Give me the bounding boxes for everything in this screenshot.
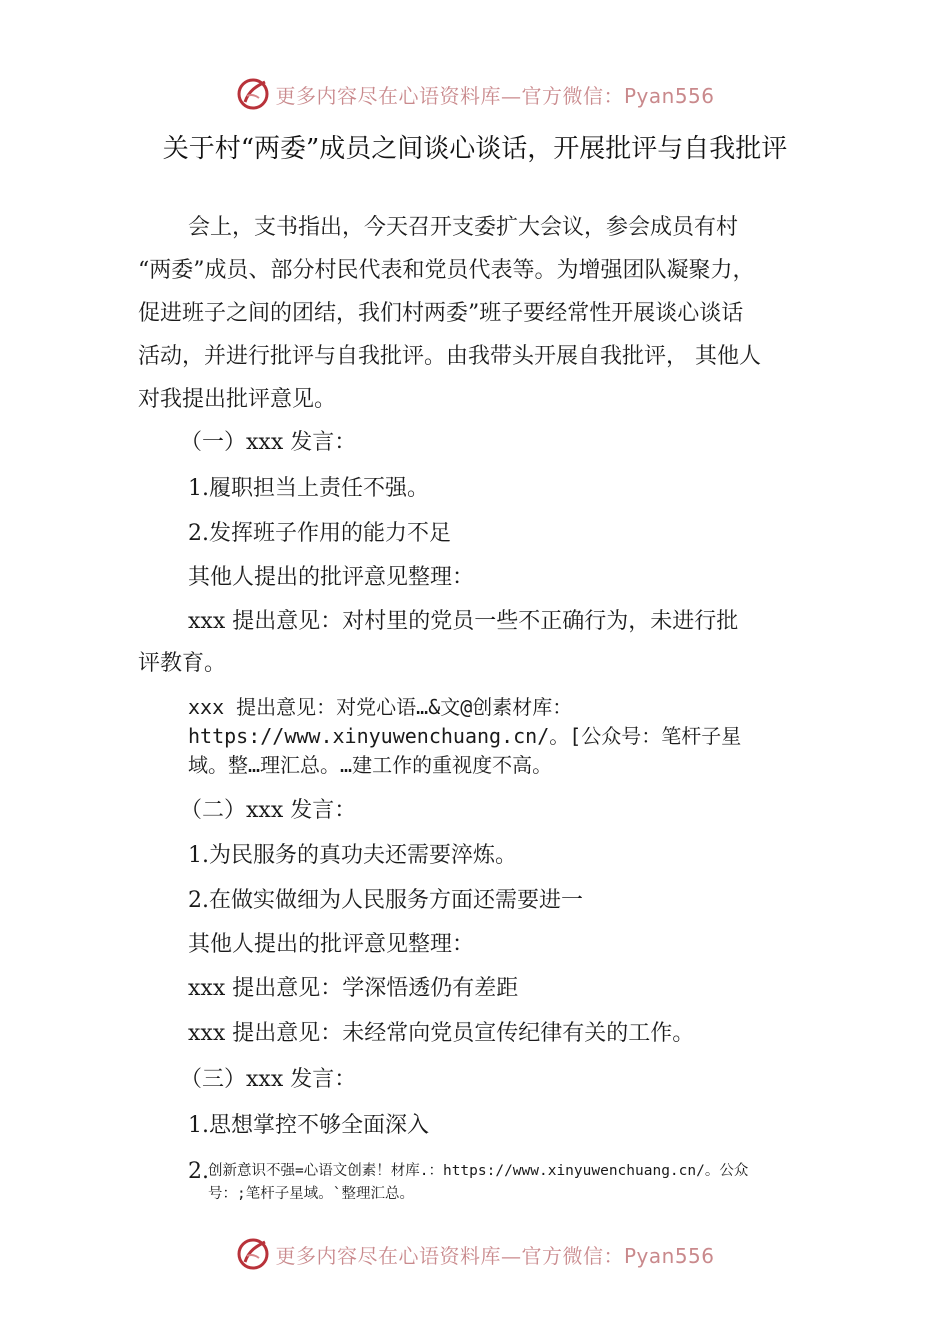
section2-item-2: 2.在做实做细为人民服务方面还需要进一 — [188, 888, 583, 913]
section1-opinion-2-line-3: 域。整…理汇总。…建工作的重视度不高。 — [188, 753, 553, 777]
section1-opinion-2-line-1: xxx 提出意见：对党心语…&文@创素材库： — [188, 695, 573, 719]
section2-item-1: 1.为民服务的真功夫还需要淬炼。 — [188, 843, 517, 868]
intro-line-3: 促进班子之间的团结，我们村两委”班子要经常性开展谈心谈话 — [138, 301, 744, 326]
document-title: 关于村“两委”成员之间谈心谈话，开展批评与自我批评 — [162, 134, 788, 164]
section1-item-2: 2.发挥班子作用的能力不足 — [188, 521, 451, 546]
intro-line-4: 活动，并进行批评与自我批评。由我带头开展自我批评， 其他人 — [138, 344, 761, 369]
banner-wechat-id: Pyan556 — [623, 83, 715, 108]
intro-line-5: 对我提出批评意见。 — [138, 387, 337, 412]
logo-icon — [235, 1236, 271, 1272]
section3-item-2-number: 2. — [188, 1159, 209, 1184]
section1-item-1: 1.履职担当上责任不强。 — [188, 476, 429, 501]
section3-item-2-line-1: 创新意识不强=心语文创素！材库.：https://www.xinyuwenchuang.cn/。公众 — [208, 1163, 749, 1179]
header-banner — [0, 72, 950, 116]
section1-sub-heading: 其他人提出的批评意见整理： — [188, 565, 475, 590]
section1-opinion-2-line-2: https://www.xinyuwenchuang.cn/。[公众号：笔杆子星 — [188, 724, 742, 748]
section2-sub-heading: 其他人提出的批评意见整理： — [188, 932, 475, 957]
section1-opinion-1-line-1: xxx 提出意见：对村里的党员一些不正确行为，未进行批 — [188, 609, 739, 634]
section3-item-2-line-2: 号：;笔杆子星域。`整理汇总。 — [208, 1186, 414, 1202]
section2-opinion-2: xxx 提出意见：未经常向党员宣传纪律有关的工作。 — [188, 1021, 695, 1046]
logo-icon — [235, 76, 271, 112]
banner-text: 更多内容尽在心语资料库—官方微信： — [275, 1243, 624, 1268]
section1-opinion-1-line-2: 评教育。 — [138, 651, 227, 676]
section3-heading: （三）xxx 发言： — [180, 1067, 357, 1092]
intro-line-1: 会上，支书指出，今天召开支委扩大会议，参会成员有村 — [188, 215, 739, 240]
banner-wechat-id: Pyan556 — [623, 1243, 715, 1268]
section1-heading: （一）xxx 发言： — [180, 430, 357, 455]
section2-heading: （二）xxx 发言： — [180, 798, 357, 823]
footer-banner — [0, 1232, 950, 1276]
intro-line-2: “两委”成员、部分村民代表和党员代表等。为增强团队凝聚力， — [138, 258, 755, 283]
section2-opinion-1: xxx 提出意见：学深悟透仍有差距 — [188, 976, 519, 1001]
section3-item-1: 1.思想掌控不够全面深入 — [188, 1113, 429, 1138]
banner-text: 更多内容尽在心语资料库—官方微信： — [275, 83, 624, 108]
